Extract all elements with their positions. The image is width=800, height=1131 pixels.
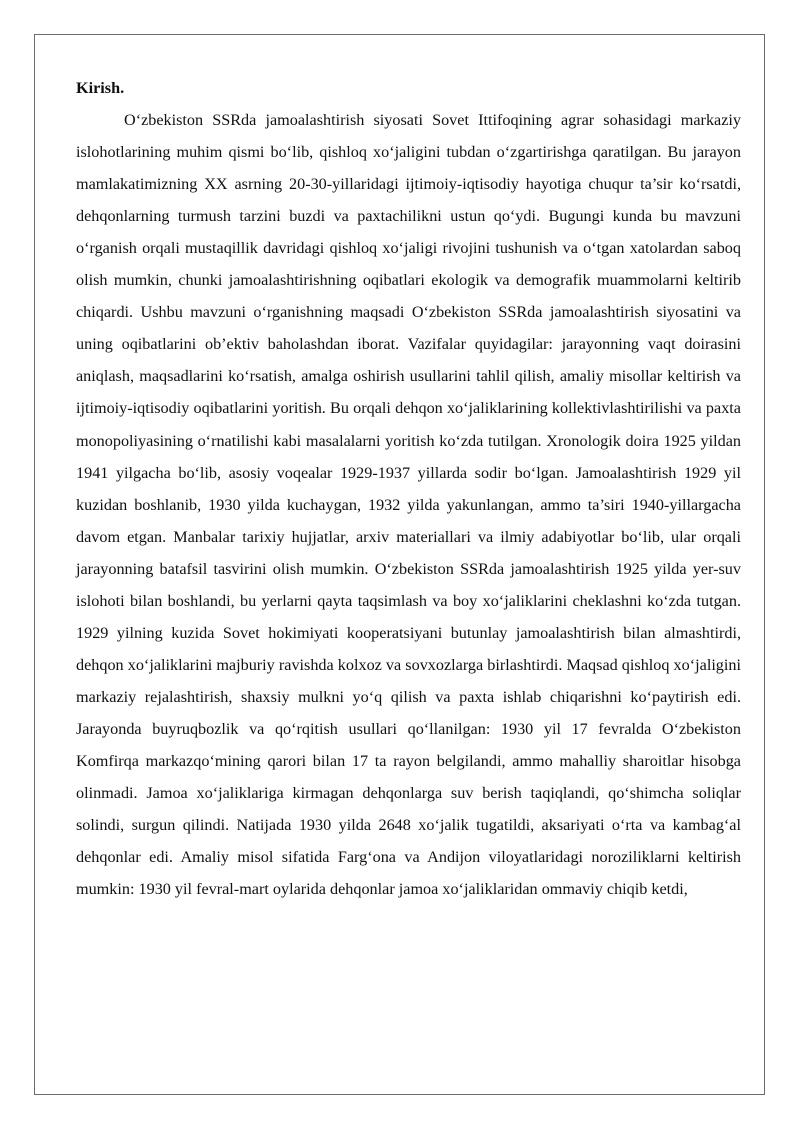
section-heading: Kirish. [76,79,125,97]
body-paragraph: O‘zbekiston SSRda jamoalashtirish siyosati Sovet Ittifoqining agrar sohasidagi markaziy islohotlarining muhim qismi bo‘lib, qishloq xo‘jaligini tubdan o‘zgartirishga qaratilgan. Bu jarayon mamlakatimizning XX asrning 20-30-yillaridagi ijtimoiy-iqtisodiy hayotiga chuqur ta’sir ko‘rsatdi, dehqonlarning turmush tarzini buzdi va paxtachilikni ustun qo‘ydi. Bugungi kunda bu mavzuni o‘rganish orqali mustaqillik davridagi qishloq xo‘jaligi rivojini tushunish va o‘tgan xatolardan saboq olish mumkin, chunki jamoalashtirishning oqibatlari ekologik va demografik muammolarni keltirib chiqardi. Ushbu mavzuni o‘rganishning maqsadi O‘zbekiston SSRda jamoalashtirish siyosatini va uning oqibatlarini ob’ektiv baholashdan iborat. Vazifalar quyidagilar: jarayonning vaqt doirasini aniqlash, maqsadlarini ko‘rsatish, amalga oshirish usullarini tahlil qilish, amaliy misollar keltirish va ijtimoiy-iqtisodiy oqibatlarini yoritish. Bu orqali dehqon xo‘jaliklarining kollektivlashtirilishi va paxta monopoliyasining o‘rnatilishi kabi masalalarni yoritish ko‘zda tutilgan. Xronologik doira 1925 yildan 1941 yilgacha bo‘lib, asosiy voqealar 1929-1937 yillarda sodir bo‘lgan. Jamoalashtirish 1929 yil kuzidan boshlanib, 1930 yilda kuchaygan, 1932 yilda yakunlangan, ammo ta’siri 1940-yillargacha davom etgan. Manbalar tarixiy hujjatlar, arxiv materiallari va ilmiy adabiyotlar bo‘lib, ular orqali jarayonning batafsil tasvirini olish mumkin. O‘zbekiston SSRda jamoalashtirish 1925 yilda yer-suv islohoti bilan boshlandi, bu yerlarni qayta taqsimlash va boy xo‘jaliklarini cheklashni ko‘zda tutgan. 1929 yilning kuzida Sovet hokimiyati kooperatsiyani butunlay jamoalashtirish bilan almashtirdi, dehqon xo‘jaliklarini majburiy ravishda kolxoz va sovxozlarga birlashtirdi. Maqsad qishloq xo‘jaligini markaziy rejalashtirish, shaxsiy mulkni yo‘q qilish va paxta ishlab chiqarishni ko‘paytirish edi. Jarayonda buyruqbozlik va qo‘rqitish usullari qo‘llanilgan: 1930 yil 17 fevralda O‘zbekiston Komfirqa markazqo‘mining qarori bilan 17 ta rayon belgilandi, ammo mahalliy sharoitlar hisobga olinmadi. Jamoa xo‘jaliklariga kirmagan dehqonlarga suv berish taqiqlandi, qo‘shimcha soliqlar solindi, surgun qilindi. Natijada 1930 yilda 2648 xo‘jalik tugatildi, aksariyati o‘rta va kambag‘al dehqonlar edi. Amaliy misol sifatida Farg‘ona va Andijon viloyatlaridagi noroziliklarni keltirish mumkin: 1930 yil fevral-mart oylarida dehqonlar jamoa xo‘jaliklaridan ommaviy chiqib ketdi, [76,111,741,899]
document-content [76,72,741,905]
